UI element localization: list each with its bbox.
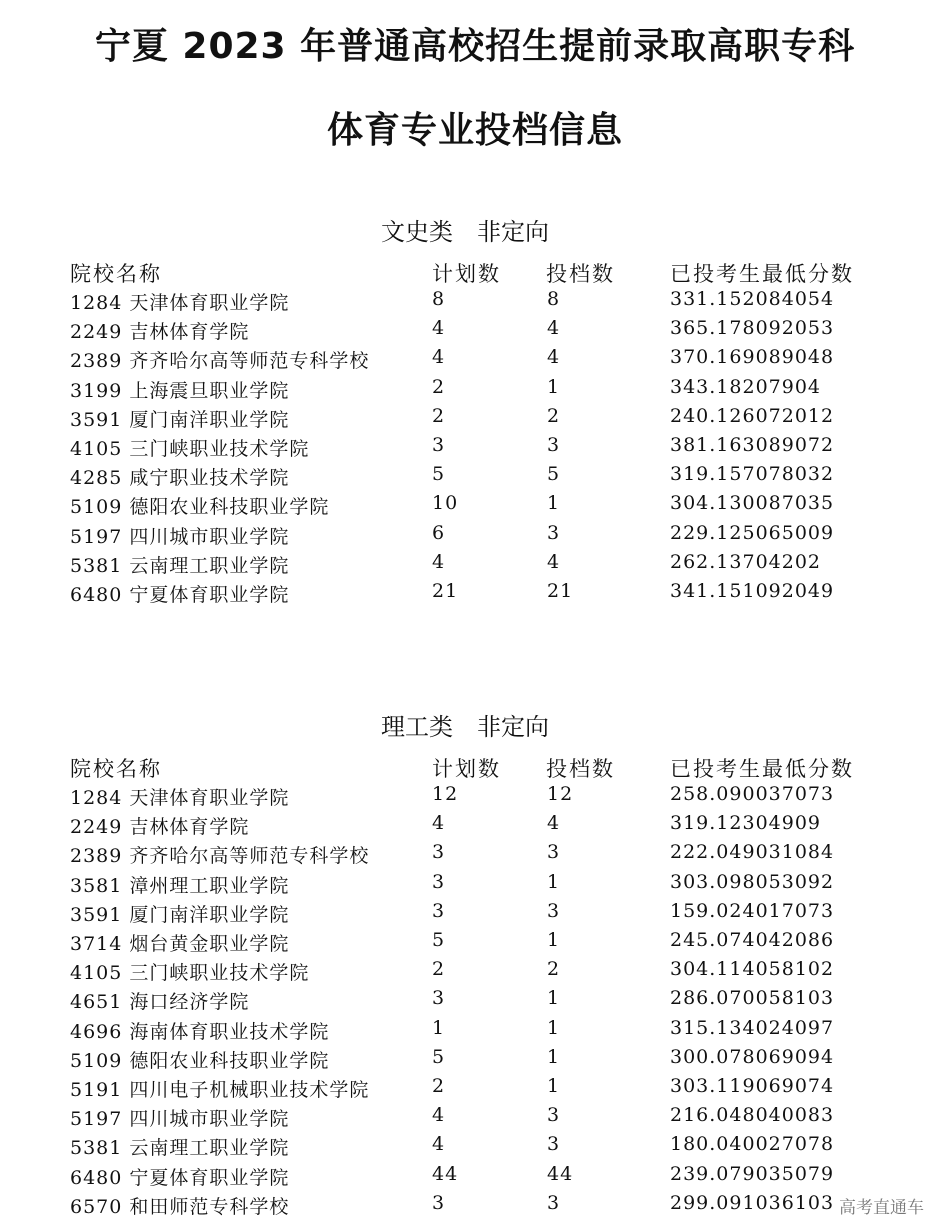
cell-filed-count: 1 (547, 1045, 561, 1068)
cell-school-name: 6480 宁夏体育职业学院 (70, 1166, 290, 1189)
cell-plan-count: 44 (432, 1162, 459, 1185)
table-row (70, 405, 930, 434)
table-row (70, 580, 930, 609)
cell-school-name: 5381 云南理工职业学院 (70, 554, 290, 577)
cell-filed-count: 4 (547, 317, 561, 340)
cell-filed-count: 12 (547, 783, 574, 805)
cell-plan-count: 4 (432, 1133, 446, 1156)
cell-filed-count: 1 (547, 929, 561, 951)
table-row (70, 522, 930, 551)
cell-plan-count: 6 (432, 521, 446, 544)
column-header-min-score: 已投考生最低分数 (670, 757, 854, 781)
cell-school-name: 1284 天津体育职业学院 (70, 292, 290, 314)
table-row (70, 1046, 930, 1075)
cell-plan-count: 4 (432, 1104, 446, 1127)
cell-school-name: 3581 漳州理工职业学院 (70, 874, 290, 897)
table-row (70, 783, 930, 812)
table-row (70, 1192, 930, 1221)
table-row (70, 1163, 930, 1192)
cell-school-name: 6570 和田师范专科学校 (70, 1195, 290, 1218)
cell-school-name: 2389 齐齐哈尔高等师范专科学校 (70, 845, 370, 868)
cell-min-score: 304.130087035 (670, 492, 835, 515)
cell-min-score: 159.024017073 (670, 899, 835, 922)
cell-filed-count: 4 (547, 812, 561, 835)
cell-school-name: 2389 齐齐哈尔高等师范专科学校 (70, 350, 370, 373)
page-title: 宁夏 2023 年普通高校招生提前录取高职专科 (94, 26, 856, 67)
table-row (70, 288, 930, 317)
column-header-plan: 计划数 (432, 757, 501, 781)
table-row (70, 929, 930, 958)
column-header-name: 院校名称 (70, 757, 162, 781)
cell-filed-count: 1 (547, 987, 561, 1010)
cell-plan-count: 3 (432, 841, 446, 864)
cell-plan-count: 21 (432, 580, 459, 602)
cell-school-name: 5109 德阳农业科技职业学院 (70, 1049, 330, 1072)
table-row (70, 958, 930, 987)
cell-min-score: 258.090037073 (670, 783, 835, 805)
cell-plan-count: 3 (432, 434, 446, 456)
cell-school-name: 5197 四川城市职业学院 (70, 1108, 290, 1131)
table-row (70, 376, 930, 405)
cell-plan-count: 2 (432, 375, 446, 398)
table-row (70, 1075, 930, 1104)
cell-plan-count: 4 (432, 812, 446, 835)
cell-school-name: 5191 四川电子机械职业技术学院 (70, 1079, 370, 1101)
cell-filed-count: 1 (547, 870, 561, 893)
cell-school-name: 6480 宁夏体育职业学院 (70, 584, 290, 606)
cell-min-score: 216.048040083 (670, 1104, 835, 1127)
table-row (70, 871, 930, 900)
cell-min-score: 239.079035079 (670, 1162, 835, 1185)
cell-school-name: 4105 三门峡职业技术学院 (70, 438, 310, 460)
cell-min-score: 303.098053092 (670, 870, 835, 893)
table-header (70, 258, 930, 287)
cell-min-score: 343.18207904 (670, 375, 822, 398)
cell-min-score: 341.151092049 (670, 580, 835, 602)
section-title: 理工类 非定向 (381, 713, 549, 741)
cell-min-score: 365.178092053 (670, 317, 835, 340)
cell-school-name: 1284 天津体育职业学院 (70, 787, 290, 809)
cell-min-score: 245.074042086 (670, 929, 835, 951)
cell-filed-count: 2 (547, 404, 561, 427)
table-row (70, 346, 930, 375)
table-row (70, 463, 930, 492)
cell-plan-count: 1 (432, 1016, 446, 1039)
cell-filed-count: 3 (547, 1104, 561, 1127)
cell-filed-count: 3 (547, 1133, 561, 1156)
cell-school-name: 4105 三门峡职业技术学院 (70, 962, 310, 985)
column-header-filed: 投档数 (546, 262, 615, 286)
cell-min-score: 222.049031084 (670, 841, 835, 864)
cell-min-score: 180.040027078 (670, 1133, 835, 1156)
cell-filed-count: 3 (547, 521, 561, 544)
cell-filed-count: 4 (547, 346, 561, 369)
table-row (70, 317, 930, 346)
cell-plan-count: 5 (432, 929, 446, 951)
cell-min-score: 331.152084054 (670, 288, 835, 310)
cell-plan-count: 2 (432, 404, 446, 427)
cell-min-score: 315.134024097 (670, 1016, 835, 1039)
cell-filed-count: 8 (547, 288, 561, 310)
cell-school-name: 2249 吉林体育学院 (70, 816, 250, 839)
cell-filed-count: 2 (547, 958, 561, 981)
cell-filed-count: 5 (547, 463, 561, 486)
cell-plan-count: 4 (432, 317, 446, 340)
cell-school-name: 4696 海南体育职业技术学院 (70, 1020, 330, 1043)
cell-school-name: 3591 厦门南洋职业学院 (70, 903, 290, 926)
cell-school-name: 3591 厦门南洋职业学院 (70, 408, 290, 431)
page-subtitle: 体育专业投档信息 (326, 110, 623, 151)
cell-min-score: 299.091036103 (670, 1191, 835, 1214)
column-header-filed: 投档数 (546, 757, 615, 781)
cell-filed-count: 1 (547, 375, 561, 398)
cell-plan-count: 4 (432, 550, 446, 573)
cell-plan-count: 4 (432, 346, 446, 369)
cell-plan-count: 10 (432, 492, 459, 515)
cell-min-score: 304.114058102 (670, 958, 835, 981)
cell-min-score: 303.119069074 (670, 1075, 835, 1097)
cell-plan-count: 12 (432, 783, 459, 805)
cell-filed-count: 4 (547, 550, 561, 573)
table-row (70, 900, 930, 929)
cell-plan-count: 5 (432, 463, 446, 486)
cell-min-score: 229.125065009 (670, 521, 835, 544)
cell-plan-count: 2 (432, 958, 446, 981)
cell-filed-count: 3 (547, 841, 561, 864)
cell-plan-count: 3 (432, 1191, 446, 1214)
cell-min-score: 319.12304909 (670, 812, 822, 835)
cell-min-score: 370.169089048 (670, 346, 835, 369)
section-title: 文史类 非定向 (381, 218, 549, 246)
table-row (70, 551, 930, 580)
cell-school-name: 5197 四川城市职业学院 (70, 525, 290, 548)
table-row (70, 841, 930, 870)
column-header-min-score: 已投考生最低分数 (670, 262, 854, 286)
table-row (70, 987, 930, 1016)
cell-plan-count: 3 (432, 870, 446, 893)
column-header-plan: 计划数 (432, 262, 501, 286)
table-row (70, 434, 930, 463)
cell-filed-count: 3 (547, 434, 561, 456)
table-row (70, 1133, 930, 1162)
cell-min-score: 300.078069094 (670, 1045, 835, 1068)
cell-plan-count: 3 (432, 987, 446, 1010)
cell-school-name: 3714 烟台黄金职业学院 (70, 933, 290, 955)
cell-school-name: 5381 云南理工职业学院 (70, 1137, 290, 1160)
cell-school-name: 2249 吉林体育学院 (70, 321, 250, 344)
cell-filed-count: 3 (547, 1191, 561, 1214)
cell-filed-count: 3 (547, 899, 561, 922)
cell-min-score: 240.126072012 (670, 404, 835, 427)
cell-filed-count: 1 (547, 1075, 561, 1097)
column-header-name: 院校名称 (70, 262, 162, 286)
cell-min-score: 262.13704202 (670, 550, 822, 573)
cell-plan-count: 2 (432, 1075, 446, 1097)
cell-min-score: 319.157078032 (670, 463, 835, 486)
table-header (70, 753, 930, 782)
watermark: 高考直通车 (839, 1198, 924, 1218)
cell-filed-count: 21 (547, 580, 574, 602)
cell-filed-count: 44 (547, 1162, 574, 1185)
table-row (70, 1104, 930, 1133)
table-row (70, 1017, 930, 1046)
table-row (70, 812, 930, 841)
cell-school-name: 3199 上海震旦职业学院 (70, 379, 290, 402)
cell-min-score: 286.070058103 (670, 987, 835, 1010)
cell-school-name: 4651 海口经济学院 (70, 991, 250, 1014)
cell-filed-count: 1 (547, 1016, 561, 1039)
cell-school-name: 4285 咸宁职业技术学院 (70, 467, 290, 490)
cell-school-name: 5109 德阳农业科技职业学院 (70, 496, 330, 519)
cell-min-score: 381.163089072 (670, 434, 835, 456)
table-row (70, 492, 930, 521)
cell-filed-count: 1 (547, 492, 561, 515)
cell-plan-count: 3 (432, 899, 446, 922)
cell-plan-count: 8 (432, 288, 446, 310)
cell-plan-count: 5 (432, 1045, 446, 1068)
